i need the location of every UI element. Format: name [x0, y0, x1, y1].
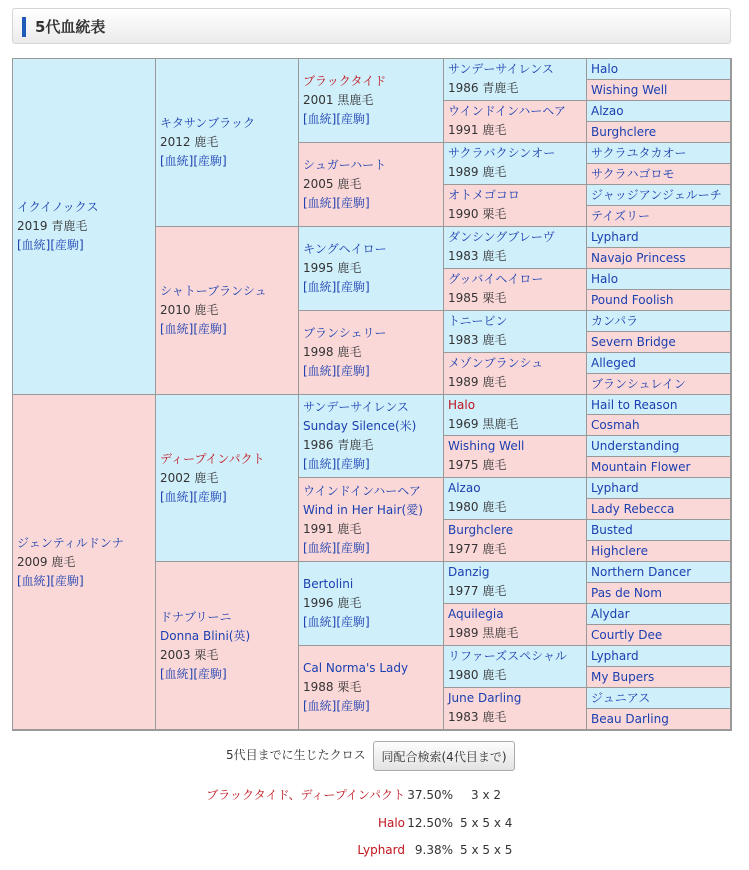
- cross-generation: 3 x 2: [471, 788, 501, 802]
- horse-year-color: 1990 栗毛: [448, 207, 507, 221]
- horse-year-color: 1998 鹿毛: [303, 345, 362, 359]
- horse-year-color: 1983 鹿毛: [448, 249, 507, 263]
- horse-year-color: 1975 鹿毛: [448, 458, 507, 472]
- horse-name-link[interactable]: ブランシュレイン: [591, 377, 686, 391]
- horse-name-link[interactable]: ジュニアス: [591, 691, 651, 705]
- horse-name-link[interactable]: Beau Darling: [591, 712, 669, 726]
- pedigree-cell-g5: [587, 143, 731, 164]
- pedigree-cell-g4: [444, 101, 587, 143]
- horse-year-color: 1988 栗毛: [303, 680, 362, 694]
- foal-link[interactable]: [産駒]: [193, 666, 227, 681]
- pedigree-cell-g3: [299, 311, 444, 395]
- horse-name-link[interactable]: ブラックタイド: [303, 74, 387, 88]
- record-links: [303, 539, 439, 558]
- cross-generation: 5 x 5 x 5: [460, 843, 513, 857]
- horse-name-link[interactable]: ウインドインハーヘア: [448, 104, 566, 118]
- horse-name-link[interactable]: ブランシェリー: [303, 326, 387, 340]
- pedigree-cell-g1: [13, 59, 156, 395]
- horse-year-color: 1995 鹿毛: [303, 261, 362, 275]
- pedigree-cell-g4: [444, 646, 587, 688]
- blood-link[interactable]: [血統]: [160, 666, 194, 681]
- horse-year-color: 1989 鹿毛: [448, 375, 507, 389]
- pedigree-cell-g5: [587, 478, 731, 499]
- blood-link[interactable]: [血統]: [303, 540, 337, 555]
- blood-link[interactable]: [血統]: [17, 238, 51, 252]
- foal-link[interactable]: [産駒]: [50, 238, 84, 252]
- foal-link[interactable]: [産駒]: [336, 196, 370, 210]
- foal-link[interactable]: [産駒]: [193, 489, 227, 504]
- pedigree-cell-g3: [299, 227, 444, 311]
- horse-name-link[interactable]: Understanding: [591, 439, 680, 453]
- horse-name-link[interactable]: オトメゴコロ: [448, 188, 520, 202]
- cross-horse-name[interactable]: ブラックタイド、ディープインパクト: [206, 788, 405, 802]
- cross-horse-name[interactable]: Halo: [377, 816, 405, 830]
- horse-name-link[interactable]: Halo: [591, 62, 619, 76]
- horse-name-link[interactable]: Alleged: [591, 356, 636, 370]
- horse-name-link[interactable]: Lyphard: [591, 649, 639, 663]
- cross-percent: 12.50%: [407, 816, 453, 830]
- pedigree-cell-g5: [587, 625, 731, 646]
- pedigree-cell-g4: [444, 436, 587, 478]
- horse-year-color: 1977 鹿毛: [448, 542, 507, 556]
- horse-name-link[interactable]: Lady Rebecca: [591, 502, 675, 516]
- pedigree-cell-g5: [587, 290, 731, 311]
- pedigree-cell-g5: [587, 583, 731, 604]
- cross-generation: 5 x 5 x 4: [460, 816, 513, 830]
- horse-year-color: 1980 鹿毛: [448, 668, 507, 682]
- record-links: [160, 488, 294, 507]
- pedigree-cell-g1: [13, 395, 156, 730]
- pedigree-cell-g3: [299, 395, 444, 478]
- horse-name-link[interactable]: Bertolini: [303, 577, 354, 591]
- pedigree-cell-g4: [444, 143, 587, 185]
- pedigree-cell-g3: [299, 646, 444, 730]
- horse-name-link[interactable]: Highclere: [591, 544, 648, 558]
- blood-link[interactable]: [血統]: [160, 489, 194, 504]
- horse-year-color: 2003 栗毛: [160, 647, 219, 662]
- pedigree-cell-g5: [587, 604, 731, 625]
- pedigree-table: [12, 58, 732, 731]
- section-title: 5代血統表: [35, 18, 106, 36]
- foal-link[interactable]: [産駒]: [336, 280, 370, 294]
- horse-year-color: 2010 鹿毛: [160, 303, 219, 317]
- horse-name-link[interactable]: サンデーサイレンス: [448, 62, 554, 76]
- horse-name-link[interactable]: シュガーハート: [303, 158, 387, 172]
- pedigree-cell-g5: [587, 164, 731, 185]
- record-links: [303, 697, 439, 716]
- horse-year-color: 1977 鹿毛: [448, 584, 507, 598]
- pedigree-cell-g3: [299, 143, 444, 227]
- horse-name-link[interactable]: Lyphard: [591, 481, 639, 495]
- pedigree-cell-g5: [587, 415, 731, 436]
- pedigree-cell-g5: [587, 185, 731, 206]
- blood-link[interactable]: [血統]: [303, 699, 337, 713]
- header-accent-bar: [22, 17, 26, 37]
- horse-name-link[interactable]: ウインドインハーヘア: [303, 483, 421, 498]
- blood-link[interactable]: [血統]: [303, 615, 337, 629]
- horse-year-color: 1991 鹿毛: [448, 123, 507, 137]
- horse-name-link[interactable]: サクラハゴロモ: [591, 167, 675, 181]
- pedigree-cell-g4: [444, 688, 587, 730]
- horse-name-link[interactable]: ジェンティルドンナ: [17, 535, 124, 550]
- record-links: [303, 455, 439, 474]
- cross-label: 5代目までに生じたクロス: [226, 748, 366, 762]
- pedigree-cell-g4: [444, 395, 587, 436]
- pedigree-cell-g5: [587, 520, 731, 541]
- cross-horse-name[interactable]: Lyphard: [357, 843, 405, 857]
- foal-link[interactable]: [産駒]: [50, 573, 84, 588]
- pedigree-cell-g5: [587, 206, 731, 227]
- pedigree-cell-g5: [587, 688, 731, 709]
- horse-name-link[interactable]: サクラユタカオー: [591, 146, 687, 160]
- horse-name-link[interactable]: Wishing Well: [448, 439, 525, 453]
- pedigree-cell-g5: [587, 227, 731, 248]
- horse-year-color: 1983 鹿毛: [448, 333, 507, 347]
- pedigree-cell-g5: [587, 311, 731, 332]
- horse-year-color: 2009 鹿毛: [17, 554, 76, 569]
- horse-name-link[interactable]: Pound Foolish: [591, 293, 674, 307]
- blood-link[interactable]: [血統]: [303, 196, 337, 210]
- foal-link[interactable]: [産駒]: [336, 615, 370, 629]
- horse-year-color: 1996 鹿毛: [303, 596, 362, 610]
- foal-link[interactable]: [産駒]: [336, 699, 370, 713]
- horse-name-link[interactable]: Cal Norma's Lady: [303, 661, 409, 675]
- horse-name-link[interactable]: サンデーサイレンス: [303, 400, 409, 414]
- foal-link[interactable]: [産駒]: [336, 112, 370, 126]
- record-links: [17, 572, 151, 591]
- horse-foreign-name: Sunday Silence(米): [303, 419, 417, 433]
- horse-foreign-name: Donna Blini(英): [160, 628, 251, 643]
- horse-name-link[interactable]: メゾンブランシュ: [448, 356, 544, 370]
- pedigree-cell-g5: [587, 353, 731, 374]
- pedigree-cell-g4: [444, 311, 587, 353]
- pedigree-cell-g3: [299, 59, 444, 143]
- record-links: [303, 110, 439, 129]
- horse-name-link[interactable]: ダンシングブレーヴ: [448, 230, 555, 244]
- record-links: [303, 613, 439, 632]
- horse-year-color: 1980 鹿毛: [448, 500, 507, 514]
- section-header: [12, 8, 731, 44]
- horse-year-color: 1986 青鹿毛: [303, 438, 374, 452]
- record-links: [303, 362, 439, 381]
- blood-link[interactable]: [血統]: [17, 573, 51, 588]
- horse-name-link[interactable]: Halo: [591, 272, 619, 286]
- pedigree-cell-g5: [587, 395, 731, 415]
- record-links: [160, 665, 294, 684]
- pedigree-cell-g4: [444, 269, 587, 311]
- horse-name-link[interactable]: Halo: [448, 398, 476, 412]
- pedigree-cell-g4: [444, 562, 587, 604]
- horse-year-color: 1985 栗毛: [448, 291, 507, 305]
- horse-name-link[interactable]: Severn Bridge: [591, 335, 676, 349]
- horse-name-link[interactable]: Cosmah: [591, 418, 640, 432]
- pedigree-cell-g5: [587, 248, 731, 269]
- pedigree-cell-g4: [444, 478, 587, 520]
- foal-link[interactable]: [産駒]: [336, 364, 370, 378]
- horse-name-link[interactable]: Mountain Flower: [591, 460, 691, 474]
- pedigree-cell-g5: [587, 59, 731, 80]
- pedigree-cell-g3: [299, 478, 444, 562]
- pedigree-cell-g5: [587, 101, 731, 122]
- horse-name-link[interactable]: ジャッジアンジェルーチ: [591, 188, 722, 202]
- horse-year-color: 2012 鹿毛: [160, 135, 219, 149]
- pedigree-cell-g5: [587, 457, 731, 478]
- horse-name-link[interactable]: Hail to Reason: [591, 398, 678, 412]
- horse-name-link[interactable]: シャトーブランシュ: [160, 284, 267, 298]
- horse-year-color: 1991 鹿毛: [303, 521, 362, 536]
- pedigree-cell-g2: [156, 59, 299, 227]
- blood-link[interactable]: [血統]: [303, 364, 337, 378]
- blood-link[interactable]: [血統]: [160, 154, 194, 168]
- horse-name-link[interactable]: Courtly Dee: [591, 628, 663, 642]
- horse-year-color: 1969 黒鹿毛: [448, 417, 519, 431]
- pedigree-cell-g5: [587, 667, 731, 688]
- pedigree-cell-g5: [587, 80, 731, 101]
- same-mating-search-button[interactable]: 同配合検索(4代目まで): [373, 741, 515, 771]
- pedigree-cell-g2: [156, 562, 299, 730]
- horse-name-link[interactable]: Alzao: [591, 104, 624, 118]
- horse-name-link[interactable]: Northern Dancer: [591, 565, 692, 579]
- horse-year-color: 1989 鹿毛: [448, 165, 507, 179]
- pedigree-cell-g4: [444, 520, 587, 562]
- horse-name-link[interactable]: Busted: [591, 523, 633, 537]
- horse-name-link[interactable]: イクイノックス: [17, 200, 99, 214]
- horse-name-link[interactable]: サクラバクシンオー: [448, 146, 556, 160]
- horse-year-color: 2002 鹿毛: [160, 470, 219, 485]
- pedigree-cell-g4: [444, 227, 587, 269]
- pedigree-cell-g3: [299, 562, 444, 646]
- foal-link[interactable]: [産駒]: [193, 154, 227, 168]
- pedigree-cell-g4: [444, 353, 587, 395]
- horse-year-color: 2005 鹿毛: [303, 177, 362, 191]
- horse-name-link[interactable]: My Bupers: [591, 670, 655, 684]
- pedigree-cell-g5: [587, 332, 731, 353]
- pedigree-cell-g5: [587, 709, 731, 730]
- horse-foreign-name: Wind in Her Hair(愛): [303, 502, 423, 517]
- horse-name-link[interactable]: Lyphard: [591, 230, 639, 244]
- foal-link[interactable]: [産駒]: [336, 540, 370, 555]
- pedigree-cell-g4: [444, 185, 587, 227]
- horse-name-link[interactable]: キングヘイロー: [303, 242, 387, 256]
- horse-name-link[interactable]: Burghclere: [448, 523, 514, 537]
- horse-name-link[interactable]: Danzig: [448, 565, 490, 579]
- horse-name-link[interactable]: カンパラ: [591, 314, 639, 328]
- horse-name-link[interactable]: ドナブリーニ: [160, 609, 232, 624]
- pedigree-cell-g2: [156, 227, 299, 395]
- pedigree-cell-g4: [444, 59, 587, 101]
- pedigree-cell-g5: [587, 499, 731, 520]
- record-links: [303, 278, 439, 297]
- horse-name-link[interactable]: Navajo Princess: [591, 251, 686, 265]
- horse-name-link[interactable]: Pas de Nom: [591, 586, 662, 600]
- horse-name-link[interactable]: トニービン: [448, 314, 508, 328]
- horse-name-link[interactable]: Alydar: [591, 607, 630, 621]
- record-links: [160, 320, 294, 339]
- horse-name-link[interactable]: グッバイヘイロー: [448, 272, 544, 286]
- pedigree-cell-g5: [587, 646, 731, 667]
- pedigree-cell-g5: [587, 562, 731, 583]
- pedigree-cell-g5: [587, 122, 731, 143]
- horse-name-link[interactable]: キタサンブラック: [160, 116, 256, 130]
- pedigree-cell-g5: [587, 374, 731, 395]
- horse-year-color: 1983 鹿毛: [448, 710, 507, 724]
- pedigree-cell-g5: [587, 436, 731, 457]
- pedigree-cell-g2: [156, 395, 299, 562]
- foal-link[interactable]: [産駒]: [193, 322, 227, 336]
- horse-name-link[interactable]: Aquilegia: [448, 607, 504, 621]
- record-links: [303, 194, 439, 213]
- horse-name-link[interactable]: Alzao: [448, 481, 481, 495]
- record-links: [17, 236, 151, 255]
- horse-year-color: 2001 黒鹿毛: [303, 93, 374, 107]
- blood-link[interactable]: [血統]: [303, 457, 337, 471]
- pedigree-cell-g5: [587, 541, 731, 562]
- horse-name-link[interactable]: Burghclere: [591, 125, 657, 139]
- blood-link[interactable]: [血統]: [303, 280, 337, 294]
- cross-percent: 9.38%: [414, 843, 453, 857]
- blood-link[interactable]: [血統]: [160, 322, 194, 336]
- blood-link[interactable]: [血統]: [303, 112, 337, 126]
- horse-name-link[interactable]: June Darling: [448, 691, 522, 705]
- cross-percent: 37.50%: [407, 788, 453, 802]
- horse-year-color: 2019 青鹿毛: [17, 219, 88, 233]
- foal-link[interactable]: [産駒]: [336, 457, 370, 471]
- horse-name-link[interactable]: テイズリー: [591, 209, 651, 223]
- horse-name-link[interactable]: ディープインパクト: [160, 451, 265, 466]
- horse-year-color: 1989 黒鹿毛: [448, 626, 519, 640]
- record-links: [160, 152, 294, 171]
- pedigree-cell-g5: [587, 269, 731, 290]
- horse-name-link[interactable]: Wishing Well: [591, 83, 668, 97]
- horse-year-color: 1986 青鹿毛: [448, 81, 519, 95]
- horse-name-link[interactable]: リファーズスペシャル: [448, 649, 567, 663]
- pedigree-cell-g4: [444, 604, 587, 646]
